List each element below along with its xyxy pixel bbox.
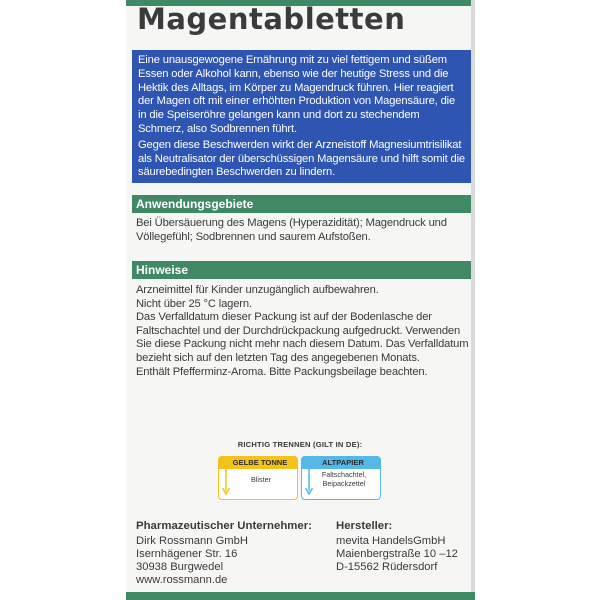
intro-box	[132, 50, 471, 183]
intro-paragraph-1: Eine unausgewogene Ernährung mit zu viel fettigem und süßem Essen oder Alkohol kann, ebenso wie der heutige Stress und die Hektik des Alltags, im Körper zu Magendruck führen. Hier reagiert der Magen oft mit einer erhöhten Produktion von Magensäure, die in die Speiseröhre gelangen kann und dort zu stechendem Schmerz, also Sodbrennen führt.	[138, 54, 456, 135]
blue-bin-content-line-2: Beipackzettel	[322, 478, 366, 488]
recycling-title: RICHTIG TRENNEN (GILT IN DE):	[237, 440, 363, 449]
hinweise-paragraph: Das Verfalldatum dieser Packung ist auf der Bodenlasche der Faltschachtel und der Durchdrückpackung aufgedruckt. Verwenden Sie diese Packung nicht mehr nach diesem Datum. Das Verfalldatum bezieht sich auf den letzten Tag des angegebenen Monats.	[136, 311, 469, 364]
intro-paragraph-2: Gegen diese Beschwerden wirkt der Arzneistoff Magnesiumtrisilikat als Neutralisator der überschüssigen Magensäure und hilft somit die säurebedingten Beschwerden zu lindern.	[138, 138, 465, 179]
yellow-bin-content: Blister	[251, 475, 271, 484]
section-header-hinweise: Hinweise	[132, 261, 471, 279]
unternehmer-label: Pharmazeutischer Unternehmer:	[136, 520, 312, 532]
hersteller-label: Hersteller:	[336, 520, 393, 532]
yellow-bin-box	[218, 456, 298, 500]
blue-bin-content-line-1: Faltschachtel,	[321, 470, 367, 479]
hinweise-aroma: Enthält Pfefferminz-Aroma. Bitte Packungsbeilage beachten.	[136, 365, 428, 378]
blue-bin-label: ALTPAPIER	[302, 457, 380, 469]
yellow-bin-label: GELBE TONNE	[219, 457, 297, 469]
unternehmer-website: www.rossmann.de	[136, 574, 228, 586]
panel-edge-shadow	[471, 0, 475, 600]
unternehmer-city: 30938 Burgwedel	[136, 561, 224, 573]
arrow-down-icon	[304, 467, 314, 499]
blue-bin-box	[301, 456, 381, 500]
unternehmer-street: Isernhägener Str. 16	[136, 548, 238, 560]
bottom-green-strip	[126, 592, 475, 600]
hinweise-text	[136, 284, 470, 379]
anwendungsgebiete-paragraph: Bei Übersäuerung des Magens (Hyperazidität); Magendruck und Völlegefühl; Sodbrennen und saurem Aufstoßen.	[136, 217, 447, 243]
unternehmer-name: Dirk Rossmann GmbH	[136, 535, 248, 547]
hinweise-line-1: Arzneimittel für Kinder unzugänglich aufbewahren.	[136, 284, 379, 296]
hersteller-street: Maienbergstraße 10 –12	[336, 548, 458, 560]
section-header-anwendungsgebiete: Anwendungsgebiete	[132, 195, 471, 213]
hersteller-name: mevita HandelsGmbH	[336, 535, 446, 547]
hersteller-city: D-15562 Rüdersdorf	[336, 561, 438, 573]
anwendungsgebiete-text	[136, 217, 470, 244]
product-title: Magentabletten	[137, 2, 406, 36]
arrow-down-icon	[221, 467, 231, 499]
hinweise-line-2: Nicht über 25 °C lagern.	[136, 297, 252, 310]
